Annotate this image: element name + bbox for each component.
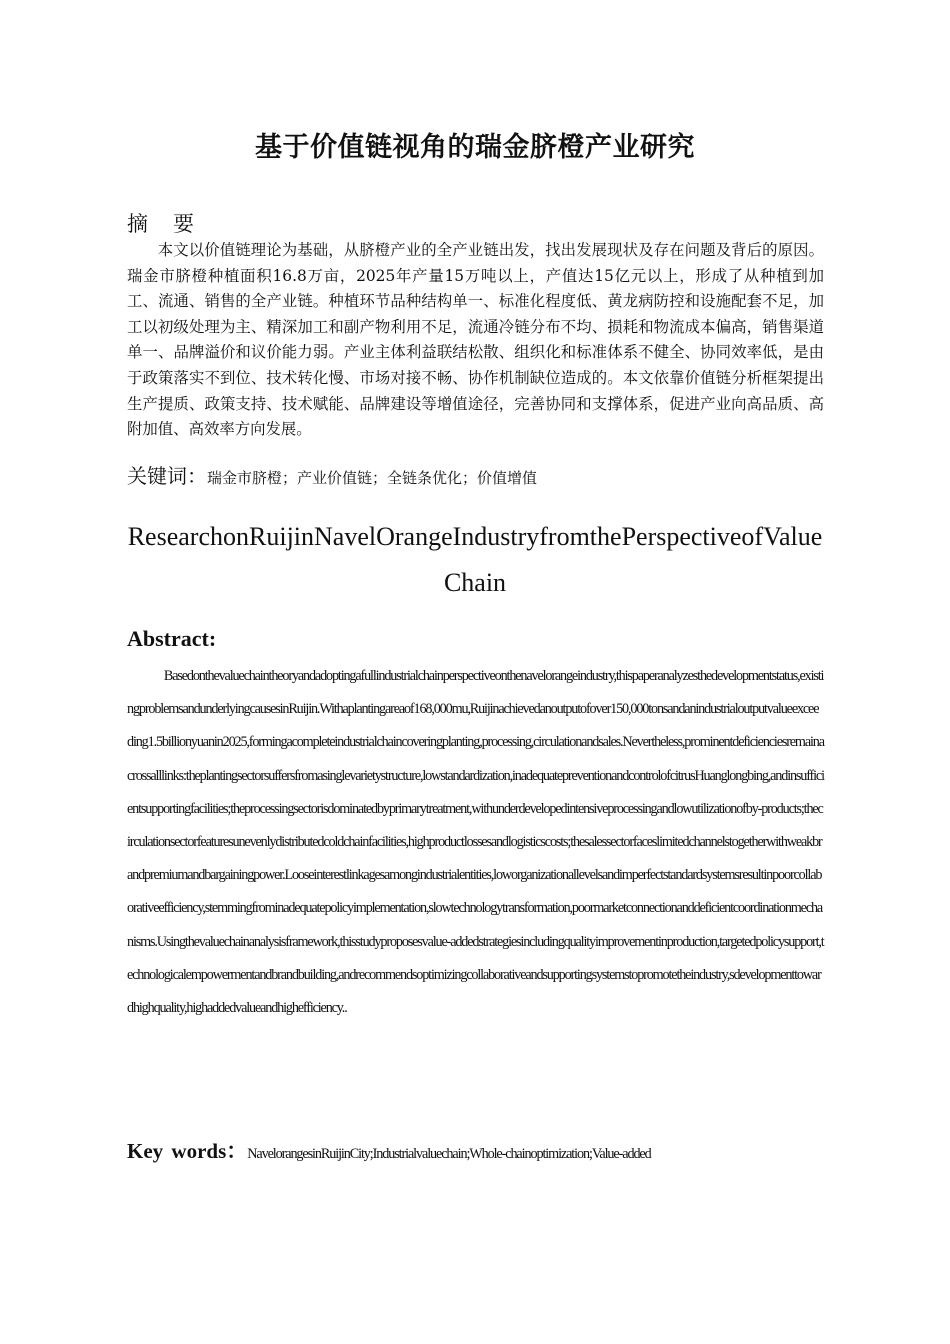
english-keywords-text: NavelorangesinRuijinCity;Industrialvaluechain;Whole-chainoptimization;Value-added (247, 1146, 651, 1162)
english-abstract-heading: Abstract: (127, 626, 217, 651)
chinese-abstract-body: 本文以价值链理论为基础，从脐橙产业的全产业链出发，找出发展现状及存在问题及背后的原因。瑞金市脐橙种植面积16.8万亩，2025年产量15万吨以上，产值达15亿元以上，形成了从种植到加工、流通、销售的全产业链。种植环节品种结构单一、标准化程度低、黄龙病防控和设施配套不足，加工以初级处理为主、精深加工和副产物利用不足，流通冷链分布不均、损耗和物流成本偏高，销售渠道单一、品牌溢价和议价能力弱。产业主体利益联结松散、组织化和标准体系不健全、协同效率低，是由于政策落实不到位、技术转化慢、市场对接不畅、协作机制缺位造成的。本文依靠价值链分析框架提出生产提质、政策支持、技术赋能、品牌建设等增值途径，完善协同和支撑体系，促进产业向高品质、高附加值、高效率方向发展。 (127, 241, 824, 439)
english-keywords (127, 1135, 651, 1165)
english-title: ResearchonRuijinNavelOrangeIndustryfromthePerspectiveofValue Chain (127, 522, 823, 597)
english-abstract-body: Basedonthevaluechaintheoryandadoptingafullindustrialchainperspectiveonthenavelorangeindustry,thispaperanalyzesthedevelopmentstatus,existingproblemsandunderlyingcausesinRuijin.Withaplantingareaof168,000mu,Ruijinachievedanoutputofover150,000tonsandanindustrialoutputvalueexceeding1.5billionyuanin2025,formingacompleteindustrialchaincoveringplanting,processing,circulationandsales.Nevertheless,prominentdeficienciesremainacrossalllinks:theplantingsectorsuffersfromasinglevarietystructure,lowstandardization,inadequatepreventionandcontrolofcitrusHuanglongbing,andinsufficientsupportingfacilities;theprocessingsectorisdominatedbyprimarytreatment,withunderdevelopedintensiveprocessingandlowutilizationofby-products;thecirculationsectorfeaturesunevenlydistributedcoldchainfacilities,highproductlossesandlogisticscosts;thesalessectorfaceslimitedchannelstogetherwithweakbrandpremiumandbargainingpower.Looseinterestlinkagesamongindustrialentities,loworganizationallevelsandimperfectstandardsystemsresultinpoorcollaborativeefficiency,stemmingfrominadequatepolicyimplementation,slowtechnologytransformation,poormarketconnectionanddeficientcoordinationmechanisms.Usingthevaluechainanalysisframework,thisstudyproposesvalue-addedstrategiesincludingqualityimprovementinproduction,targetedpolicysupport,technologicalempowermentandbrandbuilding,andrecommendsoptimizingcollaborativeandsupportingsystemstopromotetheindustry,sdevelopmenttowardhighquality,highaddedvalueandhighefficiency.. (127, 668, 824, 1017)
english-keywords-label: Key words： (127, 1139, 248, 1163)
chinese-keywords-text: 瑞金市脐橙；产业价值链；全链条优化；价值增值 (207, 469, 538, 487)
chinese-keywords-label: 关键词： (127, 464, 207, 488)
chinese-keywords (127, 460, 824, 489)
chinese-title: 基于价值链视角的瑞金脐橙产业研究 (255, 132, 695, 163)
chinese-abstract-heading: 摘 要 (127, 212, 196, 236)
